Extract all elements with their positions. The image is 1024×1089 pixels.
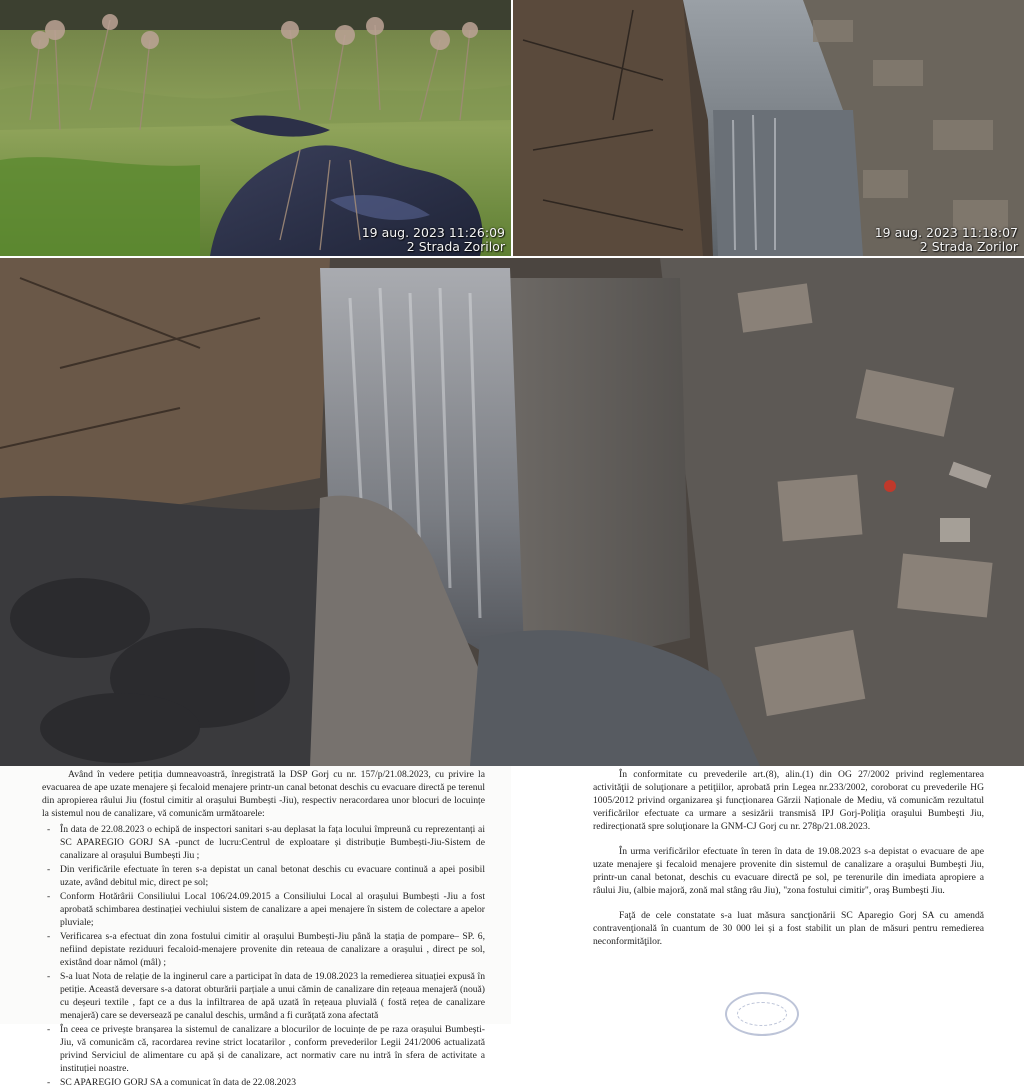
document-dsp-gorj-response: [0, 766, 511, 1088]
photo-timestamp: [875, 226, 1018, 254]
list-item: - SC APAREGIO GORJ SA a comunicat în data de 22.08.2023: [60, 1076, 485, 1089]
photo-concrete-channel: [513, 0, 1024, 256]
photo-wastewater-outflow: [0, 258, 1024, 766]
timestamp-date: 19 aug. 2023 11:18:07: [874, 225, 1018, 240]
timestamp-location: 2 Strada Zorilor: [919, 239, 1018, 254]
timestamp-date: 19 aug. 2023 11:26:09: [361, 225, 505, 240]
document-paragraph: În conformitate cu prevederile art.(8), alin.(1) din OG 27/2002 privind reglementarea activităţii de soluţionare a petiţiilor, aprobată prin Legea nr.233/2002, coroborat cu prevederile HG 1005/2012 privind organizarea şi funcționarea Gărzii Naționale de Mediu, vă comunicăm rezultatul verificărilor efectuate ca urmare a sesizării transmisă IPJ Gorj-Poliţia oraşului Bumbeşti Jiu, redirecționată spre soluţionare la GNM-CJ Gorj cu nr. 278p/21.08.2023.: [593, 769, 984, 832]
list-item: - S-a luat Nota de relație de la inginerul care a participat în data de 19.08.2023 la remedierea situației expusă în petiție. Această deversare s-a datorat obturării parțiale a unui cămin de canalizare din rețeaua menajeră (nouă) cu deșeuri textile , fapt ce a dus la infiltrarea de apă uzată în rețeaua pluvială ( fostă rețea de canalizare menajeră) care se deversează pe canalul deschis, urmând a fi curățată zona afectată: [60, 970, 485, 1022]
official-stamp-seal: [725, 992, 799, 1036]
photo-meadow-puddle: [0, 0, 511, 256]
timestamp-location: 2 Strada Zorilor: [406, 239, 505, 254]
list-item: - Conform Hotărârii Consiliului Local 106/24.09.2015 a Consiliului Local al orașului Bumbești -Jiu a fost aprobată schimbarea destinației vechiului sistem de canalizare a apei menajere în sistem de colectare a apelor pluviale;: [60, 890, 485, 929]
list-item: - În ceea ce privește branșarea la sistemul de canalizare a blocurilor de locuințe de pe raza orașului Bumbești-Jiu, vă comunicăm că, racordarea revine strict locatarilor , conform prevederilor Legii 241/2006 actualizată privind Serviciul de alimentare cu apă și de canalizare, act normativ care nu intră în sfera de activitate a instituției noastre.: [60, 1023, 485, 1075]
document-paragraph: Faţă de cele constatate s-a luat măsura sancţionării SC Aparegio Gorj SA cu amendă contravenţională în cuantum de 30 000 lei și a fost stabilit un plan de măsuri pentru remedierea neconformităţilor.: [593, 910, 984, 947]
document-paragraph: În urma verificărilor efectuate în teren în data de 19.08.2023 s-a depistat o evacuare de ape uzate menajere şi fecaloid menajere provenite din sistemul de canalizare a oraşului Bumbeşti Jiu, printr-un canal betonat, deschis cu evacuare directă pe sol, pe terenurile din imediata apropiere a râului Jiu, (albie majoră, zonă mal stâng râu Jiu), "zona fostului cimitir", oraş Bumbeşti Jiu.: [593, 846, 984, 896]
list-item: - În data de 22.08.2023 o echipă de inspectori sanitari s-au deplasat la fața locului împreună cu reprezentanți ai SC APAREGIO GORJ SA -punct de lucru:Centrul de exploatare și distribuție Bumbești-Jiu-Sistem de canalizare al orașului Bumbești Jiu ;: [60, 823, 485, 862]
photo-timestamp: [362, 226, 505, 254]
list-item: - Din verificările efectuate în teren s-a depistat un canal betonat deschis cu evacuare continuă a apei posibil uzate, având debitul mic, direct pe sol;: [60, 863, 485, 889]
document-intro: Având în vedere petiția dumneavoastră, înregistrată la DSP Gorj cu nr. 157/p/21.08.2023, cu privire la evacuarea de ape uzate menajere și fecaloid menajere printr-un canal betonat deschis cu evacuare directă pe terenul din apropierea râului Jiu (fostul cimitir al orașului Bumbești -Jiu), respectiv neracordarea unor blocuri de locuințe la sistemul nou de canalizare, vă comunicăm următoarele:: [42, 769, 485, 819]
document-gnm-gorj-response: [513, 766, 1024, 1024]
document-findings-list: [42, 823, 485, 1089]
list-item: - Verificarea s-a efectuat din zona fostului cimitir al orașului Bumbești-Jiu până la stația de pompare– SP. 6, nefiind depistate reziduuri fecaloid-menajere provenite din reteaua de canalizare a orașului , direct pe sol, existând doar nămol (mâl) ;: [60, 930, 485, 969]
